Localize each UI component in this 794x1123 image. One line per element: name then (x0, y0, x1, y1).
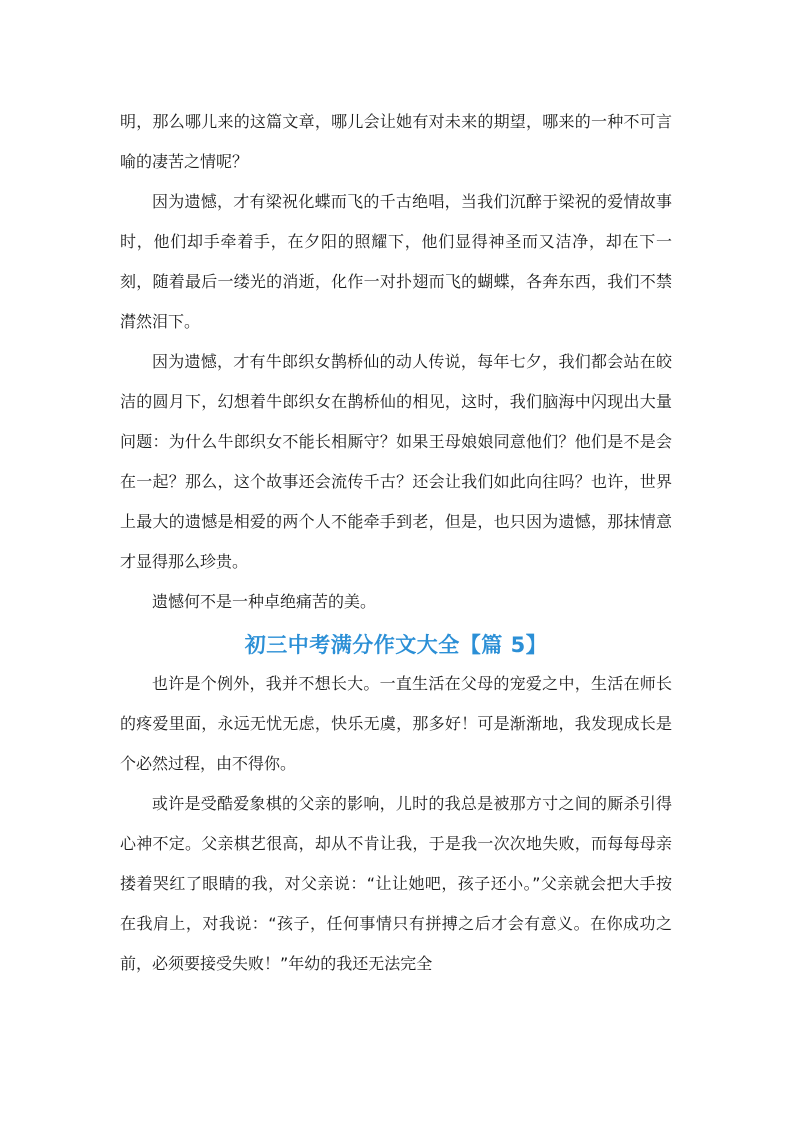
paragraph-4: 遗憾何不是一种卓绝痛苦的美。 (152, 592, 377, 611)
paragraph-1: 明，那么哪儿来的这篇文章，哪儿会让她有对未来的期望，哪来的一种不可言喻的凄苦之情呢？ (120, 112, 672, 171)
document-page (120, 102, 672, 984)
paragraph-5: 也许是个例外，我并不想长大。一直生活在父母的宠爱之中，生活在师长的疼爱里面，永远无忧无虑，快乐无虞，那多好！可是渐渐地，我发现成长是个必然过程，由不得你。 (120, 674, 672, 773)
section-heading: 初三中考满分作文大全【篇 5】 (244, 633, 548, 657)
paragraph-3: 因为遗憾，才有牛郎织女鹊桥仙的动人传说，每年七夕，我们都会站在皎洁的圆月下，幻想着牛郎织女在鹊桥仙的相见，这时，我们脑海中闪现出大量问题：为什么牛郎织女不能长相厮守？如果王母娘娘同意他们？他们是不是会在一起？那么，这个故事还会流传千古？还会让我们如此向往吗？也许，世界上最大的遗憾是相爱的两个人不能牵手到老，但是，也只因为遗憾，那抹情意才显得那么珍贵。 (120, 352, 672, 571)
paragraph-6: 或许是受酷爱象棋的父亲的影响，儿时的我总是被那方寸之间的厮杀引得心神不定。父亲棋艺很高，却从不肯让我，于是我一次次地失败，而每每母亲搂着哭红了眼睛的我，对父亲说：“让让她吧，孩子还小。”父亲就会把大手按在我肩上，对我说：“孩子，任何事情只有拼搏之后才会有意义。在你成功之前，必须要接受失败！”年幼的我还无法完全 (120, 794, 672, 973)
paragraph-2: 因为遗憾，才有梁祝化蝶而飞的千古绝唱，当我们沉醉于梁祝的爱情故事时，他们却手牵着手，在夕阳的照耀下，他们显得神圣而又洁净，却在下一刻，随着最后一缕光的消逝，化作一对扑翅而飞的蝴蝶，各奔东西，我们不禁潸然泪下。 (120, 192, 672, 331)
